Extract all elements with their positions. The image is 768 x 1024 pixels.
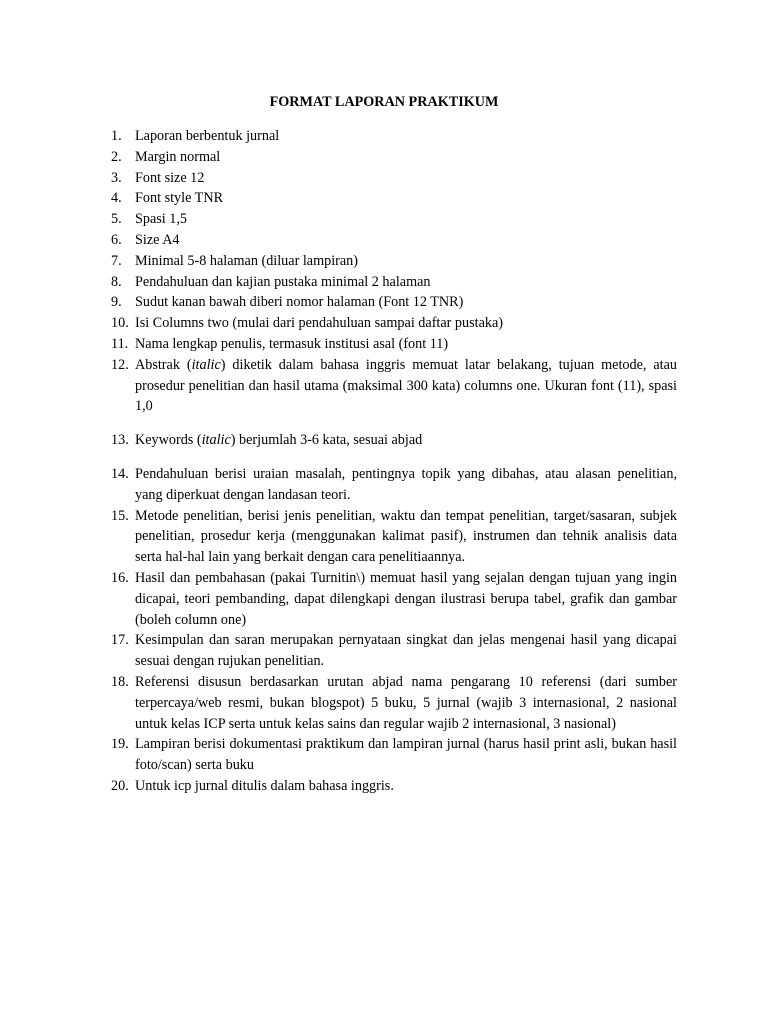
list-item (111, 672, 677, 734)
list-item (111, 464, 677, 506)
list-item-text: Nama lengkap penulis, termasuk institusi asal (font 11) (135, 335, 449, 352)
list-item-number: 9. (111, 294, 122, 311)
italic-word: italic (201, 432, 231, 449)
list-item (111, 251, 677, 272)
list-item-text: Kesimpulan dan saran merupakan pernyataan singkat dan jelas mengenai hasil yang dicapai sesuai dengan rujukan penelitian. (135, 632, 677, 670)
list-item-number: 3. (111, 169, 122, 186)
list-item-text: Minimal 5-8 halaman (diluar lampiran) (135, 252, 358, 269)
italic-word: italic (191, 356, 221, 373)
list-item-number: 2. (111, 148, 122, 165)
abstract-text-post: ) diketik dalam bahasa inggris memuat latar belakang, tujuan metode, atau prosedur penelitian dan hasil utama (maksimal 300 kata) columns one. Ukuran font (11), spasi 1,0 (135, 356, 677, 415)
document-title: FORMAT LAPORAN PRAKTIKUM (269, 94, 499, 110)
list-item-number: 16. (111, 569, 129, 586)
list-item (111, 292, 677, 313)
list-item (111, 355, 677, 417)
list-item (111, 188, 677, 209)
list-item-text: Margin normal (135, 148, 221, 165)
keywords-text-pre: Keywords ( (135, 432, 202, 449)
list-item-number: 5. (111, 211, 122, 228)
list-item-text: Metode penelitian, berisi jenis penelitian, waktu dan tempat penelitian, target/sasaran, subjek penelitian, prosedur kerja (menggunakan kalimat pasif), instrumen dan tehnik analisis data serta hal-hal lain yang berkait dengan cara penelitiaannya. (135, 507, 677, 566)
list-item-text: Laporan berbentuk jurnal (135, 128, 280, 144)
list-item-number: 18. (111, 673, 129, 690)
list-item-number: 8. (111, 273, 122, 290)
list-item-text (135, 430, 677, 451)
list-item (111, 734, 677, 776)
list-item-number: 7. (111, 252, 122, 269)
list-item-number: 12. (111, 356, 129, 373)
list-item (111, 126, 677, 147)
list-item-text: Size A4 (135, 231, 180, 248)
list-item-text: Untuk icp jurnal ditulis dalam bahasa inggris. (135, 777, 394, 794)
list-item-number: 6. (111, 231, 122, 248)
list-item-number: 15. (111, 507, 129, 524)
list-item-text: Sudut kanan bawah diberi nomor halaman (Font 12 TNR) (135, 294, 464, 311)
list-item-text: Font style TNR (135, 190, 224, 207)
list-item (111, 313, 677, 334)
list-item (111, 630, 677, 672)
list-item-number: 13. (111, 432, 129, 449)
list-item-text: Isi Columns two (mulai dari pendahuluan sampai daftar pustaka) (135, 315, 503, 332)
list-item-number: 4. (111, 190, 122, 207)
list-item-number: 19. (111, 736, 129, 753)
list-item-text: Pendahuluan dan kajian pustaka minimal 2 halaman (135, 273, 431, 290)
keywords-text-post: ) berjumlah 3-6 kata, sesuai abjad (230, 432, 423, 449)
list-item (111, 506, 677, 568)
list-item (111, 776, 677, 797)
list-item-text: Pendahuluan berisi uraian masalah, pentingnya topik yang dibahas, atau alasan penelitian, yang diperkuat dengan landasan teori. (135, 465, 677, 503)
list-item-text: Lampiran berisi dokumentasi praktikum dan lampiran jurnal (harus hasil print asli, bukan hasil foto/scan) serta buku (135, 736, 677, 774)
list-item (111, 334, 677, 355)
list-item-number: 14. (111, 465, 129, 482)
list-item-number: 11. (111, 335, 129, 352)
list-item-number: 20. (111, 777, 129, 794)
list-item (111, 568, 677, 630)
list-item-text: Font size 12 (135, 169, 205, 186)
list-item-text (135, 355, 677, 417)
list-item (111, 209, 677, 230)
requirements-list (111, 126, 677, 797)
list-item-number: 17. (111, 632, 129, 649)
list-item-number: 10. (111, 315, 129, 332)
list-item-text: Referensi disusun berdasarkan urutan abjad nama pengarang 10 referensi (dari sumber terpercaya/web resmi, bukan blogspot) 5 buku, 5 jurnal (wajib 3 internasional, 2 nasional untuk kelas ICP serta untuk kelas sains dan regular wajib 2 internasional, 3 nasional) (135, 673, 677, 732)
list-item-text: Spasi 1,5 (135, 211, 188, 228)
list-item (111, 272, 677, 293)
list-item-text: Hasil dan pembahasan (pakai Turnitin\) memuat hasil yang sejalan dengan tujuan yang ingin dicapai, teori pembanding, dapat dilengkapi dengan ilustrasi berupa tabel, grafik dan gambar (boleh column one) (135, 569, 677, 628)
list-item (111, 168, 677, 189)
list-item-number: 1. (111, 128, 122, 144)
list-item (111, 430, 677, 451)
list-item (111, 147, 677, 168)
list-item (111, 230, 677, 251)
abstract-text-pre: Abstrak ( (135, 356, 192, 373)
